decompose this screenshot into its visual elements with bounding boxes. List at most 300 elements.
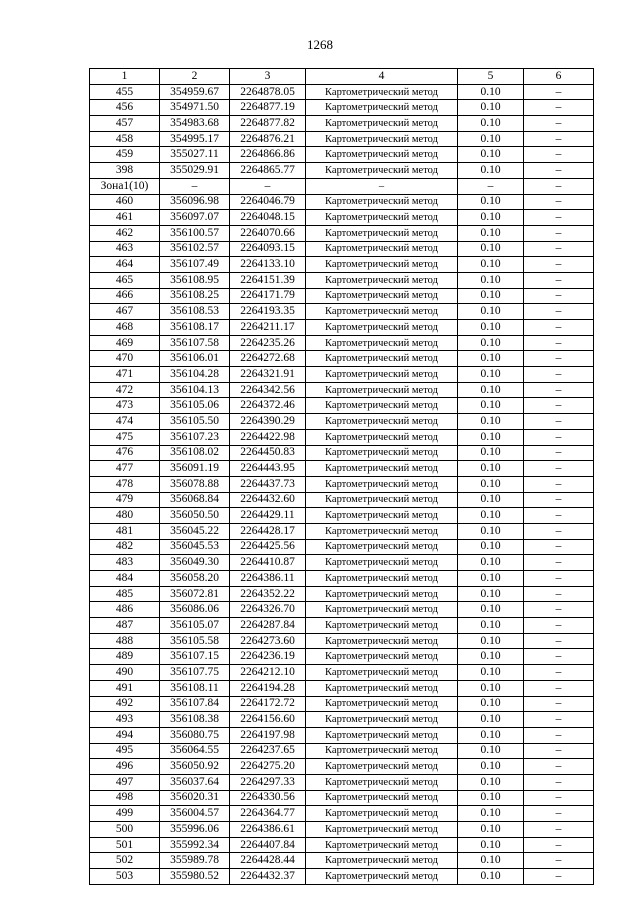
y-coordinate-cell: 2264273.60 (230, 633, 306, 649)
x-coordinate-cell: 356107.49 (160, 257, 230, 273)
accuracy-cell: 0.10 (458, 225, 524, 241)
x-coordinate-cell: 356050.50 (160, 508, 230, 524)
table-row (90, 241, 594, 257)
description-cell: – (524, 727, 594, 743)
accuracy-cell: 0.10 (458, 806, 524, 822)
x-coordinate-cell: 356104.28 (160, 367, 230, 383)
description-cell: – (524, 586, 594, 602)
accuracy-cell: 0.10 (458, 210, 524, 226)
x-coordinate-cell: 356108.53 (160, 304, 230, 320)
x-coordinate-cell: 356105.07 (160, 618, 230, 634)
description-cell: – (524, 147, 594, 163)
y-coordinate-cell: 2264450.83 (230, 445, 306, 461)
method-cell: Картометрический метод (306, 320, 458, 336)
accuracy-cell: 0.10 (458, 241, 524, 257)
method-cell: Картометрический метод (306, 743, 458, 759)
x-coordinate-cell: 356037.64 (160, 774, 230, 790)
accuracy-cell: 0.10 (458, 696, 524, 712)
point-number-cell: Зона1(10) (90, 178, 160, 194)
x-coordinate-cell: 356072.81 (160, 586, 230, 602)
x-coordinate-cell: 354995.17 (160, 131, 230, 147)
accuracy-cell: 0.10 (458, 398, 524, 414)
table-row (90, 461, 594, 477)
y-coordinate-cell: 2264428.17 (230, 523, 306, 539)
table-row (90, 225, 594, 241)
table-row (90, 790, 594, 806)
table-row (90, 837, 594, 853)
y-coordinate-cell: 2264197.98 (230, 727, 306, 743)
point-number-cell: 489 (90, 649, 160, 665)
table-row (90, 84, 594, 100)
point-number-cell: 499 (90, 806, 160, 822)
y-coordinate-cell: 2264070.66 (230, 225, 306, 241)
method-cell: Картометрический метод (306, 649, 458, 665)
table-row (90, 445, 594, 461)
accuracy-cell: 0.10 (458, 586, 524, 602)
method-cell: Картометрический метод (306, 727, 458, 743)
y-coordinate-cell: 2264443.95 (230, 461, 306, 477)
accuracy-cell: 0.10 (458, 759, 524, 775)
table-row (90, 163, 594, 179)
method-cell: Картометрический метод (306, 586, 458, 602)
accuracy-cell: 0.10 (458, 774, 524, 790)
x-coordinate-cell: 354959.67 (160, 84, 230, 100)
accuracy-cell: 0.10 (458, 822, 524, 838)
accuracy-cell: 0.10 (458, 837, 524, 853)
y-coordinate-cell: 2264364.77 (230, 806, 306, 822)
point-number-cell: 491 (90, 680, 160, 696)
accuracy-cell: 0.10 (458, 163, 524, 179)
accuracy-cell: 0.10 (458, 649, 524, 665)
description-cell: – (524, 84, 594, 100)
y-coordinate-cell: 2264297.33 (230, 774, 306, 790)
y-coordinate-cell: 2264372.46 (230, 398, 306, 414)
table-row (90, 272, 594, 288)
accuracy-cell: 0.10 (458, 853, 524, 869)
column-header: 5 (458, 69, 524, 85)
description-cell: – (524, 555, 594, 571)
table-row (90, 194, 594, 210)
point-number-cell: 487 (90, 618, 160, 634)
x-coordinate-cell: 356107.84 (160, 696, 230, 712)
y-coordinate-cell: 2264410.87 (230, 555, 306, 571)
x-coordinate-cell: 356104.13 (160, 382, 230, 398)
table-row (90, 100, 594, 116)
method-cell: Картометрический метод (306, 210, 458, 226)
x-coordinate-cell: 356107.58 (160, 335, 230, 351)
table-row (90, 649, 594, 665)
table-row (90, 429, 594, 445)
table-row (90, 288, 594, 304)
y-coordinate-cell: 2264437.73 (230, 476, 306, 492)
description-cell: – (524, 178, 594, 194)
y-coordinate-cell: 2264342.56 (230, 382, 306, 398)
method-cell: Картометрический метод (306, 194, 458, 210)
method-cell: Картометрический метод (306, 351, 458, 367)
method-cell: Картометрический метод (306, 147, 458, 163)
x-coordinate-cell: 356091.19 (160, 461, 230, 477)
coordinates-table (89, 68, 594, 885)
point-number-cell: 501 (90, 837, 160, 853)
method-cell: Картометрический метод (306, 367, 458, 383)
table-row (90, 210, 594, 226)
y-coordinate-cell: 2264877.19 (230, 100, 306, 116)
y-coordinate-cell: – (230, 178, 306, 194)
y-coordinate-cell: 2264876.21 (230, 131, 306, 147)
y-coordinate-cell: 2264428.44 (230, 853, 306, 869)
method-cell: Картометрический метод (306, 84, 458, 100)
table-row (90, 680, 594, 696)
method-cell: Картометрический метод (306, 445, 458, 461)
point-number-cell: 495 (90, 743, 160, 759)
column-header: 1 (90, 69, 160, 85)
x-coordinate-cell: 356078.88 (160, 476, 230, 492)
description-cell: – (524, 618, 594, 634)
x-coordinate-cell: 356097.07 (160, 210, 230, 226)
method-cell: Картометрический метод (306, 806, 458, 822)
y-coordinate-cell: 2264425.56 (230, 539, 306, 555)
y-coordinate-cell: 2264390.29 (230, 414, 306, 430)
point-number-cell: 488 (90, 633, 160, 649)
method-cell: Картометрический метод (306, 633, 458, 649)
page-number: 1268 (307, 37, 333, 52)
y-coordinate-cell: 2264407.84 (230, 837, 306, 853)
method-cell: Картометрический метод (306, 272, 458, 288)
x-coordinate-cell: 355989.78 (160, 853, 230, 869)
accuracy-cell: 0.10 (458, 100, 524, 116)
method-cell: Картометрический метод (306, 539, 458, 555)
method-cell: Картометрический метод (306, 476, 458, 492)
x-coordinate-cell: 356105.58 (160, 633, 230, 649)
accuracy-cell: 0.10 (458, 618, 524, 634)
y-coordinate-cell: 2264236.19 (230, 649, 306, 665)
y-coordinate-cell: 2264429.11 (230, 508, 306, 524)
point-number-cell: 483 (90, 555, 160, 571)
table-row (90, 727, 594, 743)
table-row (90, 539, 594, 555)
description-cell: – (524, 508, 594, 524)
method-cell: Картометрический метод (306, 304, 458, 320)
point-number-cell: 503 (90, 869, 160, 885)
y-coordinate-cell: 2264194.28 (230, 680, 306, 696)
y-coordinate-cell: 2264432.60 (230, 492, 306, 508)
x-coordinate-cell: 354971.50 (160, 100, 230, 116)
x-coordinate-cell: 356100.57 (160, 225, 230, 241)
description-cell: – (524, 210, 594, 226)
y-coordinate-cell: 2264878.05 (230, 84, 306, 100)
table-row (90, 759, 594, 775)
accuracy-cell: 0.10 (458, 272, 524, 288)
table-row (90, 320, 594, 336)
accuracy-cell: 0.10 (458, 84, 524, 100)
point-number-cell: 468 (90, 320, 160, 336)
x-coordinate-cell: 356108.11 (160, 680, 230, 696)
point-number-cell: 456 (90, 100, 160, 116)
point-number-cell: 469 (90, 335, 160, 351)
method-cell: Картометрический метод (306, 492, 458, 508)
point-number-cell: 466 (90, 288, 160, 304)
description-cell: – (524, 367, 594, 383)
description-cell: – (524, 837, 594, 853)
y-coordinate-cell: 2264212.10 (230, 665, 306, 681)
description-cell: – (524, 790, 594, 806)
point-number-cell: 475 (90, 429, 160, 445)
x-coordinate-cell: 356107.23 (160, 429, 230, 445)
y-coordinate-cell: 2264133.10 (230, 257, 306, 273)
y-coordinate-cell: 2264275.20 (230, 759, 306, 775)
method-cell: Картометрический метод (306, 131, 458, 147)
point-number-cell: 474 (90, 414, 160, 430)
method-cell: Картометрический метод (306, 163, 458, 179)
x-coordinate-cell: 356096.98 (160, 194, 230, 210)
method-cell: Картометрический метод (306, 555, 458, 571)
description-cell: – (524, 461, 594, 477)
table-row (90, 571, 594, 587)
method-cell: Картометрический метод (306, 790, 458, 806)
table-row (90, 806, 594, 822)
x-coordinate-cell: 354983.68 (160, 116, 230, 132)
description-cell: – (524, 696, 594, 712)
accuracy-cell: 0.10 (458, 539, 524, 555)
description-cell: – (524, 445, 594, 461)
point-number-cell: 479 (90, 492, 160, 508)
x-coordinate-cell: – (160, 178, 230, 194)
column-header: 6 (524, 69, 594, 85)
accuracy-cell: 0.10 (458, 194, 524, 210)
method-cell: Картометрический метод (306, 853, 458, 869)
description-cell: – (524, 194, 594, 210)
accuracy-cell: 0.10 (458, 147, 524, 163)
method-cell: Картометрический метод (306, 665, 458, 681)
table-row (90, 304, 594, 320)
x-coordinate-cell: 356108.38 (160, 712, 230, 728)
y-coordinate-cell: 2264237.65 (230, 743, 306, 759)
y-coordinate-cell: 2264156.60 (230, 712, 306, 728)
accuracy-cell: 0.10 (458, 257, 524, 273)
description-cell: – (524, 649, 594, 665)
accuracy-cell: 0.10 (458, 790, 524, 806)
point-number-cell: 480 (90, 508, 160, 524)
point-number-cell: 467 (90, 304, 160, 320)
table-body (90, 84, 594, 884)
accuracy-cell: 0.10 (458, 445, 524, 461)
point-number-cell: 482 (90, 539, 160, 555)
accuracy-cell: 0.10 (458, 869, 524, 885)
method-cell: Картометрический метод (306, 241, 458, 257)
table-row (90, 712, 594, 728)
description-cell: – (524, 680, 594, 696)
table-row (90, 508, 594, 524)
accuracy-cell: 0.10 (458, 680, 524, 696)
accuracy-cell: 0.10 (458, 288, 524, 304)
point-number-cell: 478 (90, 476, 160, 492)
description-cell: – (524, 131, 594, 147)
y-coordinate-cell: 2264422.98 (230, 429, 306, 445)
description-cell: – (524, 429, 594, 445)
accuracy-cell: 0.10 (458, 116, 524, 132)
table-row (90, 618, 594, 634)
y-coordinate-cell: 2264386.11 (230, 571, 306, 587)
table-row (90, 351, 594, 367)
method-cell: Картометрический метод (306, 696, 458, 712)
x-coordinate-cell: 356105.50 (160, 414, 230, 430)
description-cell: – (524, 351, 594, 367)
table-row (90, 116, 594, 132)
x-coordinate-cell: 355980.52 (160, 869, 230, 885)
x-coordinate-cell: 356108.95 (160, 272, 230, 288)
table-row (90, 523, 594, 539)
method-cell: Картометрический метод (306, 288, 458, 304)
description-cell: – (524, 869, 594, 885)
x-coordinate-cell: 356108.17 (160, 320, 230, 336)
accuracy-cell: 0.10 (458, 602, 524, 618)
description-cell: – (524, 304, 594, 320)
y-coordinate-cell: 2264326.70 (230, 602, 306, 618)
accuracy-cell: 0.10 (458, 351, 524, 367)
table-header-row (90, 69, 594, 85)
table-row (90, 335, 594, 351)
y-coordinate-cell: 2264330.56 (230, 790, 306, 806)
table-row (90, 492, 594, 508)
point-number-cell: 477 (90, 461, 160, 477)
description-cell: – (524, 335, 594, 351)
accuracy-cell: 0.10 (458, 492, 524, 508)
point-number-cell: 471 (90, 367, 160, 383)
accuracy-cell: – (458, 178, 524, 194)
description-cell: – (524, 853, 594, 869)
method-cell: Картометрический метод (306, 680, 458, 696)
point-number-cell: 496 (90, 759, 160, 775)
description-cell: – (524, 774, 594, 790)
x-coordinate-cell: 356020.31 (160, 790, 230, 806)
table-row (90, 774, 594, 790)
y-coordinate-cell: 2264171.79 (230, 288, 306, 304)
y-coordinate-cell: 2264321.91 (230, 367, 306, 383)
x-coordinate-cell: 356086.06 (160, 602, 230, 618)
table-row (90, 555, 594, 571)
method-cell: Картометрический метод (306, 429, 458, 445)
method-cell: Картометрический метод (306, 257, 458, 273)
table-row (90, 257, 594, 273)
description-cell: – (524, 382, 594, 398)
x-coordinate-cell: 356106.01 (160, 351, 230, 367)
x-coordinate-cell: 356080.75 (160, 727, 230, 743)
description-cell: – (524, 571, 594, 587)
point-number-cell: 502 (90, 853, 160, 869)
description-cell: – (524, 665, 594, 681)
point-number-cell: 473 (90, 398, 160, 414)
description-cell: – (524, 806, 594, 822)
table-row (90, 853, 594, 869)
x-coordinate-cell: 355027.11 (160, 147, 230, 163)
point-number-cell: 484 (90, 571, 160, 587)
accuracy-cell: 0.10 (458, 727, 524, 743)
x-coordinate-cell: 355992.34 (160, 837, 230, 853)
x-coordinate-cell: 356108.02 (160, 445, 230, 461)
accuracy-cell: 0.10 (458, 131, 524, 147)
method-cell: Картометрический метод (306, 116, 458, 132)
x-coordinate-cell: 356102.57 (160, 241, 230, 257)
description-cell: – (524, 225, 594, 241)
y-coordinate-cell: 2264287.84 (230, 618, 306, 634)
accuracy-cell: 0.10 (458, 335, 524, 351)
x-coordinate-cell: 356050.92 (160, 759, 230, 775)
y-coordinate-cell: 2264193.35 (230, 304, 306, 320)
table-row (90, 147, 594, 163)
table-row (90, 665, 594, 681)
point-number-cell: 455 (90, 84, 160, 100)
method-cell: Картометрический метод (306, 869, 458, 885)
description-cell: – (524, 163, 594, 179)
table-row (90, 586, 594, 602)
table-row (90, 131, 594, 147)
description-cell: – (524, 320, 594, 336)
method-cell: Картометрический метод (306, 618, 458, 634)
description-cell: – (524, 100, 594, 116)
description-cell: – (524, 822, 594, 838)
accuracy-cell: 0.10 (458, 461, 524, 477)
method-cell: Картометрический метод (306, 523, 458, 539)
point-number-cell: 458 (90, 131, 160, 147)
method-cell: Картометрический метод (306, 712, 458, 728)
x-coordinate-cell: 355996.06 (160, 822, 230, 838)
method-cell: Картометрический метод (306, 508, 458, 524)
accuracy-cell: 0.10 (458, 743, 524, 759)
x-coordinate-cell: 356107.15 (160, 649, 230, 665)
y-coordinate-cell: 2264865.77 (230, 163, 306, 179)
y-coordinate-cell: 2264046.79 (230, 194, 306, 210)
x-coordinate-cell: 356045.53 (160, 539, 230, 555)
method-cell: Картометрический метод (306, 571, 458, 587)
accuracy-cell: 0.10 (458, 508, 524, 524)
point-number-cell: 465 (90, 272, 160, 288)
y-coordinate-cell: 2264211.17 (230, 320, 306, 336)
accuracy-cell: 0.10 (458, 320, 524, 336)
table-row (90, 602, 594, 618)
point-number-cell: 490 (90, 665, 160, 681)
table-row (90, 822, 594, 838)
x-coordinate-cell: 356064.55 (160, 743, 230, 759)
x-coordinate-cell: 355029.91 (160, 163, 230, 179)
x-coordinate-cell: 356108.25 (160, 288, 230, 304)
description-cell: – (524, 414, 594, 430)
point-number-cell: 492 (90, 696, 160, 712)
description-cell: – (524, 523, 594, 539)
column-header: 3 (230, 69, 306, 85)
method-cell: Картометрический метод (306, 759, 458, 775)
point-number-cell: 461 (90, 210, 160, 226)
description-cell: – (524, 116, 594, 132)
description-cell: – (524, 241, 594, 257)
table-row (90, 696, 594, 712)
y-coordinate-cell: 2264352.22 (230, 586, 306, 602)
point-number-cell: 494 (90, 727, 160, 743)
point-number-cell: 476 (90, 445, 160, 461)
x-coordinate-cell: 356004.57 (160, 806, 230, 822)
description-cell: – (524, 712, 594, 728)
y-coordinate-cell: 2264272.68 (230, 351, 306, 367)
point-number-cell: 462 (90, 225, 160, 241)
y-coordinate-cell: 2264432.37 (230, 869, 306, 885)
point-number-cell: 459 (90, 147, 160, 163)
table-row (90, 382, 594, 398)
method-cell: Картометрический метод (306, 335, 458, 351)
accuracy-cell: 0.10 (458, 476, 524, 492)
y-coordinate-cell: 2264048.15 (230, 210, 306, 226)
point-number-cell: 457 (90, 116, 160, 132)
method-cell: Картометрический метод (306, 602, 458, 618)
point-number-cell: 481 (90, 523, 160, 539)
